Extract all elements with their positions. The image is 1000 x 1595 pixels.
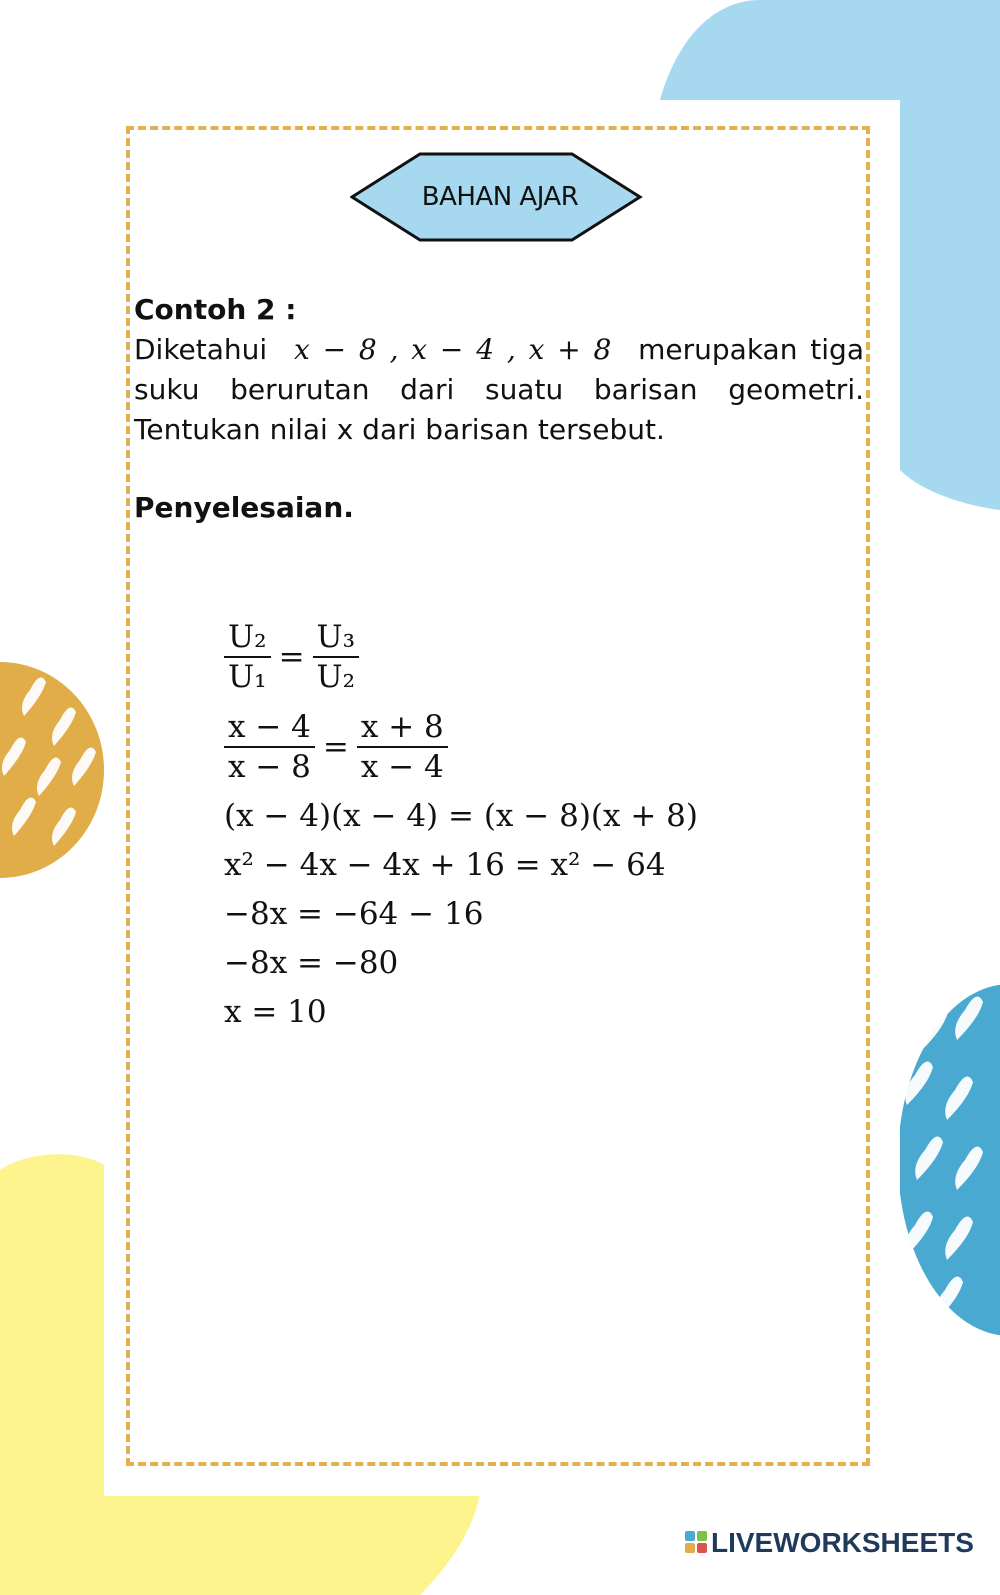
numerator: U₂	[228, 619, 267, 655]
fraction-right	[357, 708, 448, 786]
solution-title: Penyelesaian.	[134, 491, 354, 524]
denominator: U₂	[316, 659, 356, 695]
brand-name: LIVEWORKSHEETS	[711, 1527, 974, 1558]
denominator: x − 8	[228, 749, 311, 785]
liveworksheets-logo-icon	[685, 1531, 707, 1555]
example-text-body: merupakan tiga suku berurutan dari suatu barisan geometri. Tentukan nilai x dari barisan tersebut.	[134, 333, 864, 446]
numerator: x + 8	[360, 709, 444, 745]
solution-steps	[224, 612, 698, 1037]
numerator: U₃	[316, 619, 356, 655]
example-section	[134, 290, 864, 528]
denominator: x − 4	[360, 749, 444, 785]
blob-orange-left	[0, 662, 104, 878]
substitution-equation	[224, 702, 698, 792]
step-line: x = 10	[224, 994, 327, 1030]
example-title: Contoh 2 :	[134, 293, 297, 326]
step-line: −8x = −64 − 16	[224, 896, 484, 932]
example-prefix: Diketahui	[134, 333, 268, 366]
example-sequence: x − 8 , x − 4 , x + 8	[294, 333, 612, 366]
numerator: x − 4	[228, 709, 311, 745]
step-line: (x − 4)(x − 4) = (x − 8)(x + 8)	[224, 798, 698, 834]
fraction-right	[313, 618, 360, 696]
badge-label: BAHAN AJAR	[421, 182, 579, 212]
equals-sign: =	[278, 639, 305, 675]
denominator: U₁	[228, 659, 267, 695]
ratio-equation	[224, 612, 698, 702]
title-badge	[350, 152, 650, 242]
fraction-left	[224, 618, 271, 696]
footer-logo	[685, 1528, 974, 1558]
fraction-left	[224, 708, 315, 786]
example-text	[134, 330, 864, 450]
step-line: x² − 4x − 4x + 16 = x² − 64	[224, 847, 666, 883]
step-line: −8x = −80	[224, 945, 399, 981]
equals-sign: =	[322, 729, 349, 765]
blob-blue-right	[898, 984, 1000, 1336]
